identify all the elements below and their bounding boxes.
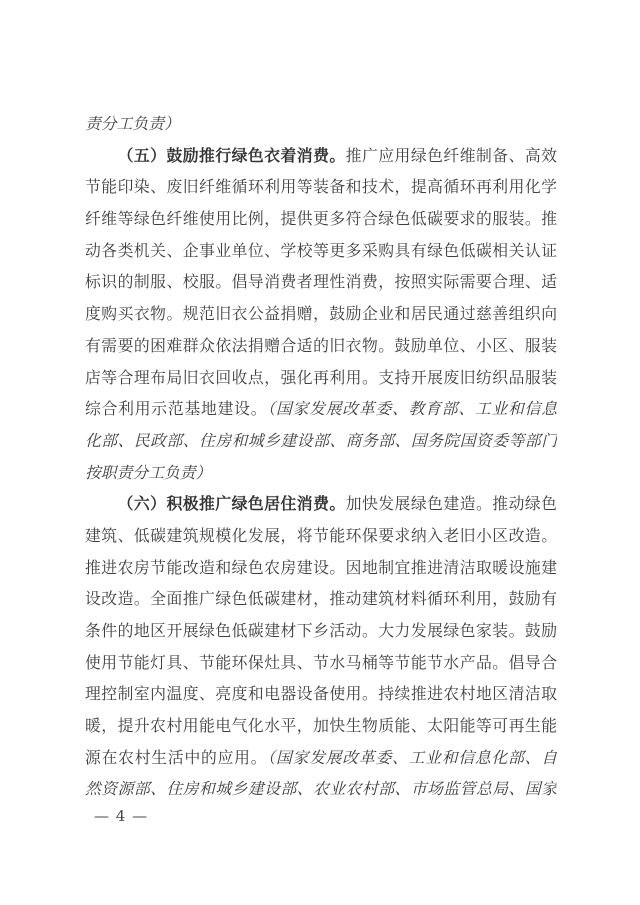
text-segment: 设改造。全面推广绿色低碳建材，推动建筑材料循环利用，鼓励有 — [85, 589, 557, 609]
text-line — [85, 488, 557, 520]
text-line — [85, 647, 557, 679]
text-segment: 条件的地区开展绿色低碳建材下乡活动。大力发展绿色家装。鼓励 — [85, 621, 557, 640]
text-line — [85, 108, 557, 140]
text-line — [85, 140, 557, 172]
text-line — [85, 203, 557, 235]
text-line — [85, 773, 557, 805]
text-segment: 推广应用绿色纤维制备、高效 — [345, 145, 557, 165]
page-number: — 4 — — [94, 807, 149, 825]
text-line — [85, 457, 557, 489]
text-line — [85, 425, 557, 457]
text-line — [85, 298, 557, 330]
text-line — [85, 615, 557, 647]
text-segment: 建筑、低碳建筑规模化发展，将节能环保要求纳入老旧小区改造。 — [85, 525, 557, 545]
text-segment: 度购买衣物。规范旧衣公益捐赠，鼓励企业和居民通过慈善组织向 — [85, 304, 557, 324]
text-line — [85, 520, 557, 552]
text-segment: 综合利用示范基地建设。 — [85, 399, 268, 419]
text-line — [85, 235, 557, 267]
text-segment: 标识的制服、校服。倡导消费者理性消费，按照实际需要合理、适 — [85, 272, 557, 292]
text-segment: 使用节能灯具、节能环保灶具、节水马桶等节能节水产品。倡导合 — [85, 652, 557, 672]
text-segment: 按职责分工负责） — [85, 462, 212, 482]
text-line — [85, 552, 557, 584]
text-segment: 动各类机关、企事业单位、学校等更多采购具有绿色低碳相关认证 — [85, 240, 557, 260]
text-segment: 推进农房节能改造和绿色农房建设。因地制宜推进清洁取暖设施建 — [85, 557, 557, 577]
text-lines — [85, 108, 557, 805]
text-line — [85, 393, 557, 425]
text-segment: （国家发展改革委、工业和信息化部、自 — [267, 747, 557, 767]
text-segment: 然资源部、住房和城乡建设部、农业农村部、市场监管总局、国家 — [85, 779, 557, 799]
text-line — [85, 171, 557, 203]
text-line — [85, 678, 557, 710]
section-heading: （五）鼓励推行绿色衣着消费。 — [117, 145, 346, 165]
text-segment: 加快发展绿色建造。推动绿色 — [345, 494, 557, 514]
text-segment: 化部、民政部、住房和城乡建设部、商务部、国务院国资委等部门 — [85, 430, 557, 450]
section-heading: （六）积极推广绿色居住消费。 — [117, 494, 346, 514]
text-line — [85, 583, 557, 615]
text-segment: 理控制室内温度、亮度和电器设备使用。持续推进农村地区清洁取 — [85, 684, 557, 704]
text-segment: 责分工负责） — [85, 114, 180, 133]
text-segment: （国家发展改革委、教育部、工业和信息 — [267, 399, 557, 419]
text-segment: 源在农村生活中的应用。 — [85, 747, 268, 767]
text-segment: 纤维等绿色纤维使用比例，提供更多符合绿色低碳要求的服装。推 — [85, 209, 557, 229]
text-segment: 暖，提升农村用能电气化水平，加快生物质能、太阳能等可再生能 — [85, 716, 557, 736]
text-line — [85, 362, 557, 394]
text-segment: 有需要的困难群众依法捐赠合适的旧衣物。鼓励单位、小区、服装 — [85, 335, 557, 355]
text-line — [85, 330, 557, 362]
text-line — [85, 710, 557, 742]
text-segment: 节能印染、废旧纤维循环利用等装备和技术，提高循环再利用化学 — [85, 177, 557, 197]
text-line — [85, 266, 557, 298]
text-segment: 店等合理布局旧衣回收点，强化再利用。支持开展废旧纺织品服装 — [85, 367, 557, 387]
text-line — [85, 742, 557, 774]
